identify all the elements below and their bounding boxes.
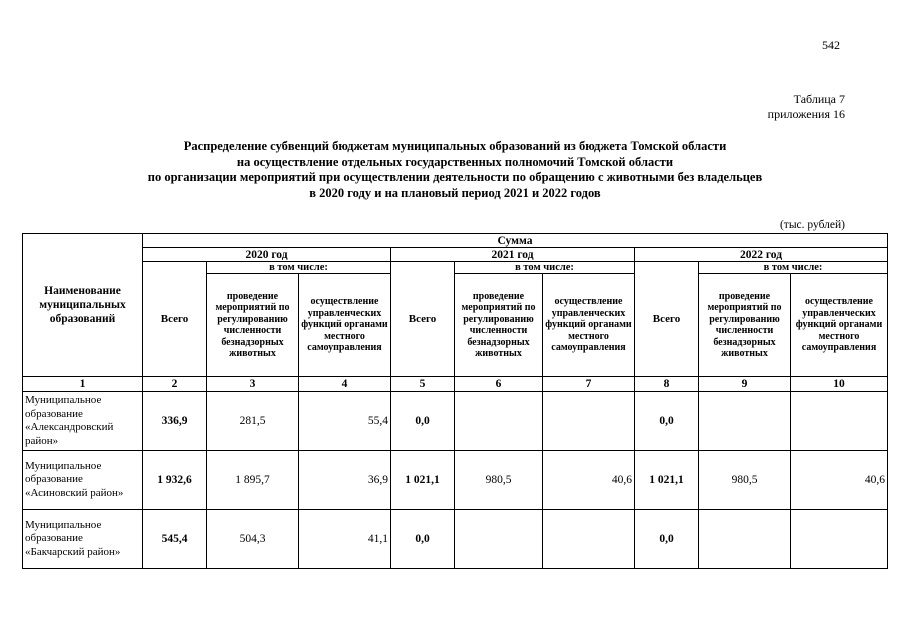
column-number: 2 (143, 377, 207, 392)
measures-2022 (699, 510, 791, 569)
column-number: 5 (391, 377, 455, 392)
title-line-4: в 2020 году и на плановый период 2021 и 2022 годов (309, 185, 601, 200)
admin-2020: 55,4 (299, 392, 391, 451)
sub-header-admin-2022: осуществление управленческих функций органами местного самоуправления (791, 274, 888, 377)
admin-2021 (543, 392, 635, 451)
sub-header-admin-2021: осуществление управленческих функций органами местного самоуправления (543, 274, 635, 377)
admin-2020: 36,9 (299, 451, 391, 510)
subvention-table (22, 233, 888, 569)
table-ref-line-1: Таблица 7 (793, 92, 845, 106)
total-2020: 1 932,6 (143, 451, 207, 510)
table-ref-line-2: приложения 16 (767, 107, 845, 121)
admin-2022 (791, 510, 888, 569)
municipality-name: Муниципальное образование «Александровский район» (23, 392, 143, 451)
title-line-3: по организации мероприятий при осуществлении деятельности по обращению с животными без владельцев (147, 170, 763, 184)
incl-header-2021: в том числе: (455, 262, 635, 274)
total-2021: 0,0 (391, 392, 455, 451)
sub-header-measures-2021: проведение мероприятий по регулированию численности безнадзорных животных (455, 274, 543, 377)
sub-header-measures-2022: проведение мероприятий по регулированию численности безнадзорных животных (699, 274, 791, 377)
total-2022: 1 021,1 (635, 451, 699, 510)
admin-2022 (791, 392, 888, 451)
title-line-2: на осуществление отдельных государственных полномочий Томской области (236, 154, 674, 169)
measures-2021: 980,5 (455, 451, 543, 510)
column-header-name: Наименование муниципальных образований (23, 234, 143, 377)
sub-header-measures-2020: проведение мероприятий по регулированию численности безнадзорных животных (207, 274, 299, 377)
admin-2021: 40,6 (543, 451, 635, 510)
total-header-2022: Всего (635, 262, 699, 377)
total-header-2021: Всего (391, 262, 455, 377)
total-2022: 0,0 (635, 510, 699, 569)
table-row (23, 392, 888, 451)
total-2020: 545,4 (143, 510, 207, 569)
units-label: (тыс. рублей) (779, 219, 845, 231)
title-line-1: Распределение субвенций бюджетам муниципальных образований из бюджета Томской области (183, 139, 727, 153)
total-2021: 0,0 (391, 510, 455, 569)
total-2020: 336,9 (143, 392, 207, 451)
column-number: 3 (207, 377, 299, 392)
column-number: 10 (791, 377, 888, 392)
document-title (60, 139, 850, 201)
table-row (23, 451, 888, 510)
total-header-2020: Всего (143, 262, 207, 377)
measures-2022 (699, 392, 791, 451)
column-header-sum: Сумма (143, 234, 888, 248)
column-number: 1 (23, 377, 143, 392)
sub-header-admin-2020: осуществление управленческих функций органами местного самоуправления (299, 274, 391, 377)
measures-2021 (455, 510, 543, 569)
year-header-2020: 2020 год (143, 248, 391, 262)
total-2021: 1 021,1 (391, 451, 455, 510)
municipality-name: Муниципальное образование «Бакчарский район» (23, 510, 143, 569)
table-row (23, 510, 888, 569)
column-number: 7 (543, 377, 635, 392)
measures-2020: 281,5 (207, 392, 299, 451)
total-2022: 0,0 (635, 392, 699, 451)
year-header-2022: 2022 год (635, 248, 888, 262)
municipality-name: Муниципальное образование «Асиновский район» (23, 451, 143, 510)
table-reference (768, 92, 845, 122)
measures-2022: 980,5 (699, 451, 791, 510)
admin-2022: 40,6 (791, 451, 888, 510)
column-number: 6 (455, 377, 543, 392)
measures-2020: 1 895,7 (207, 451, 299, 510)
column-number: 8 (635, 377, 699, 392)
measures-2020: 504,3 (207, 510, 299, 569)
incl-header-2022: в том числе: (699, 262, 888, 274)
column-number: 4 (299, 377, 391, 392)
column-number: 9 (699, 377, 791, 392)
admin-2021 (543, 510, 635, 569)
measures-2021 (455, 392, 543, 451)
incl-header-2020: в том числе: (207, 262, 391, 274)
admin-2020: 41,1 (299, 510, 391, 569)
page-number: 542 (822, 38, 840, 52)
year-header-2021: 2021 год (391, 248, 635, 262)
column-number-row (23, 377, 888, 392)
